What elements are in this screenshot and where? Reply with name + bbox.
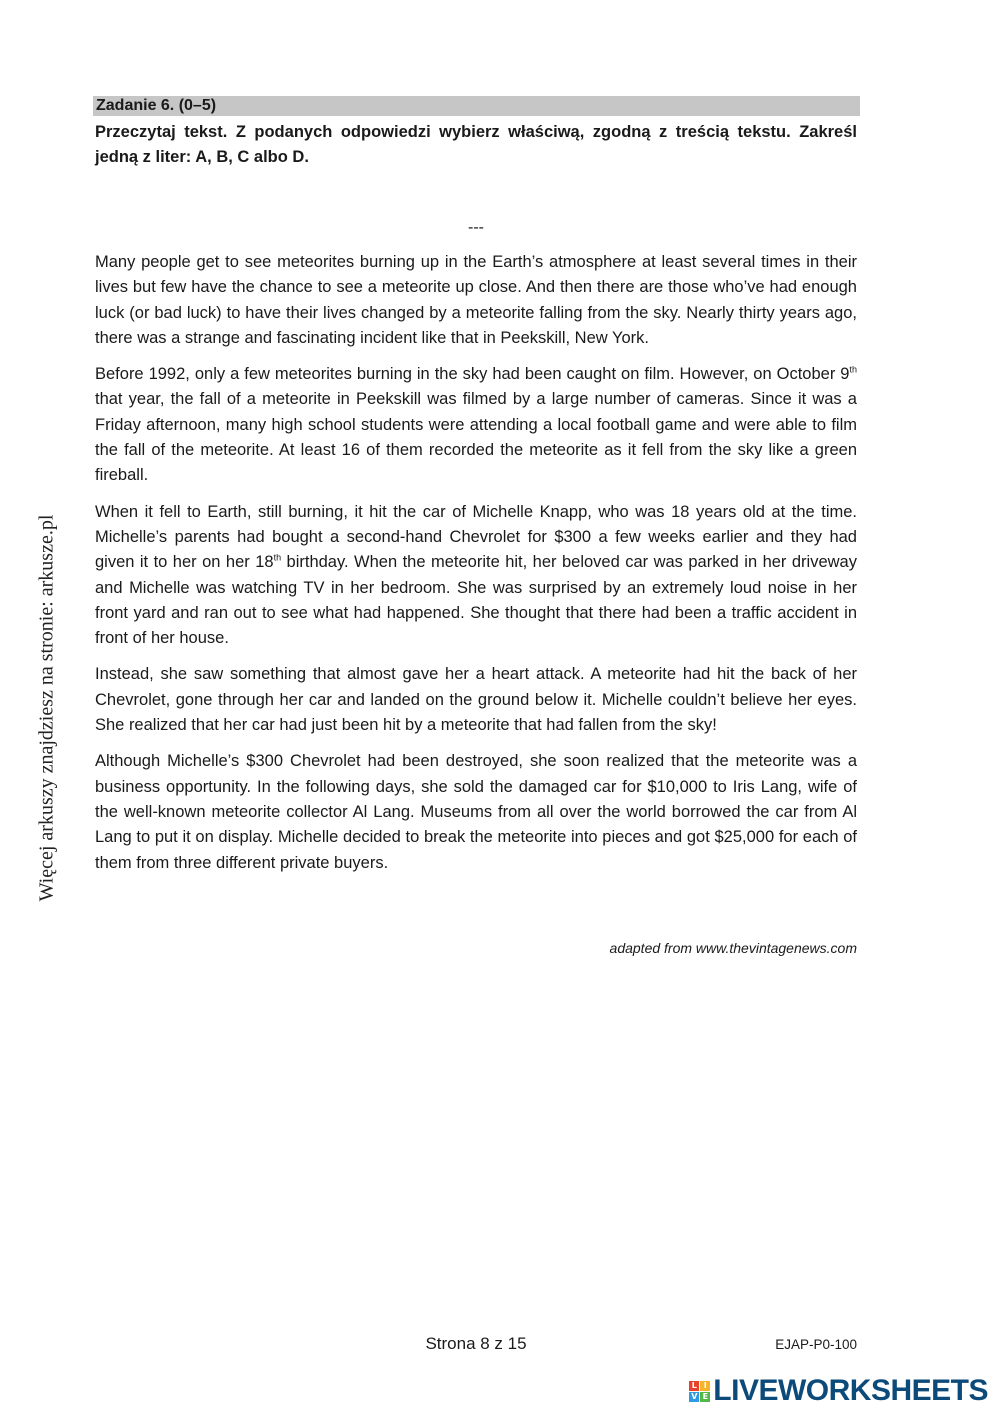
paragraph-5: Although Michelle’s $300 Chevrolet had been destroyed, she soon realized that the meteorite was a business opportunity. In the following days, she sold the damaged car for $10,000 to Iris Lang, wife of the well-known meteorite collector Al Lang. Museums from all over the world borrowed the car from Al Lang to put it on display. Michelle decided to break the meteorite into pieces and got $25,000 for each of them from three different private buyers.	[95, 752, 857, 872]
paragraph-3-part-b: birthday. When the meteorite hit, her beloved car was parked in her driveway and Michelle was watching TV in her bedroom. She was surprised by an extremely loud noise in her front yard and ran out to see what had happened. She thought that there had been a traffic accident in front of her house.	[95, 553, 857, 648]
page-number: Strona 8 z 15	[425, 1334, 527, 1353]
separator: ---	[468, 219, 484, 236]
article-text	[95, 250, 857, 887]
exam-code: EJAP-P0-100	[775, 1337, 857, 1352]
logo-letter-i: I	[700, 1381, 710, 1391]
liveworksheets-logo[interactable]	[689, 1374, 988, 1408]
logo-icon	[689, 1381, 710, 1402]
paragraph-2	[95, 362, 857, 488]
paragraph-3	[95, 500, 857, 652]
paragraph-4: Instead, she saw something that almost gave her a heart attack. A meteorite had hit the back of her Chevrolet, gone through her car and landed on the ground below it. Michelle couldn’t believe her eyes. She realized that her car had just been hit by a meteorite that had fallen from the sky!	[95, 665, 857, 735]
source-citation: adapted from www.thevintagenews.com	[609, 940, 857, 956]
logo-letter-l: L	[689, 1381, 699, 1391]
paragraph-3-part-a: When it fell to Earth, still burning, it hit the car of Michelle Knapp, who was 18 years old at the time. Michelle’s parents had bought a second-hand Chevrolet for $300 a few weeks earlier and they had given it to her on her 18	[95, 502, 857, 572]
task-header: Zadanie 6. (0–5)	[93, 96, 860, 116]
paragraph-2-part-b: that year, the fall of a meteorite in Peekskill was filmed by a large number of cameras. Since it was a Friday afternoon, many high school students were attending a local football game and were able to film the fall of the meteorite. At least 16 of them recorded the meteorite as it fell from the sky like a green fireball.	[95, 390, 857, 485]
logo-letter-v: V	[691, 1391, 698, 1401]
logo-text: LIVEWORKSHEETS	[713, 1374, 988, 1407]
side-watermark: Więcej arkuszy znajdziesz na stronie: arkusze.pl	[35, 514, 58, 902]
paragraph-2-superscript: th	[849, 364, 857, 375]
paragraph-3-superscript: th	[273, 552, 282, 563]
paragraph-2-part-a: Before 1992, only a few meteorites burning in the sky had been caught on film. However, on October 9	[95, 365, 850, 384]
paragraph-1: Many people get to see meteorites burning up in the Earth’s atmosphere at least several times in their lives but few have the chance to see a meteorite up close. And then there are those who’ve had enough luck (or bad luck) to have their lives changed by a meteorite falling from the sky. Nearly thirty years ago, there was a strange and fascinating incident like that in Peekskill, New York.	[95, 253, 857, 347]
logo-letter-e: E	[700, 1392, 710, 1402]
task-instruction: Przeczytaj tekst. Z podanych odpowiedzi wybierz właściwą, zgodną z treścią tekstu. Zakreśl jedną z liter: A, B, C albo D.	[95, 123, 857, 166]
